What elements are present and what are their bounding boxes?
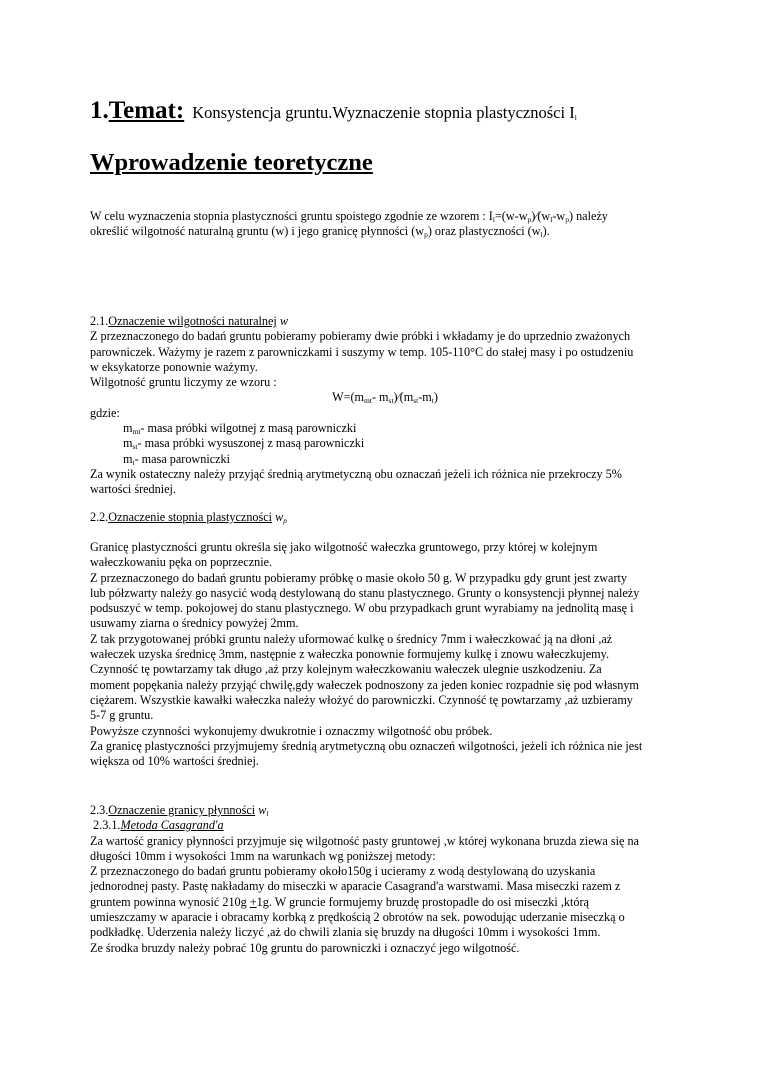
- title-number: 1.: [90, 97, 109, 124]
- text-line: Powyższe czynności wykonujemy dwukrotnie i oznaczmy wilgotność obu próbek.: [90, 723, 493, 738]
- section-2-2-title: 2.2.Oznaczenie stopnia plastyczności $w_p$: [90, 510, 288, 525]
- text-line: umieszczamy w aparacie i obracamy korbką z prędkością 2 obrotów na sek. powodując uderzanie miseczką o: [90, 910, 625, 925]
- definition-item: $m_t-$ masa parowniczki: [123, 451, 231, 467]
- where-label: gdzie:: [90, 405, 120, 420]
- section-2-1-title: 2.1.Oznaczenie wilgotności naturalnej w: [90, 314, 288, 328]
- section-2-3: [90, 803, 680, 956]
- text-line: Z tak przygotowanej próbki gruntu należy uformować kulkę o średnicy 7mm i wałeczkować ją na dłoni ,aż: [90, 631, 613, 646]
- text-line: Granicę plastyczności gruntu określa się jako wilgotność wałeczka gruntowego, przy której w kolejnym: [90, 540, 598, 554]
- definition-item: $m_{st}-$ masa próbki wysuszonej z masą parowniczki: [123, 436, 365, 452]
- text-line: podsuszyć w temp. pokojowej do stanu plastycznego. W obu przypadkach grunt wyrabiamy na jednolitą masę i: [90, 601, 634, 616]
- text-line: Z przeznaczonego do badań gruntu pobieramy pobieramy dwie próbki i wkładamy je do uprzednio zważonych: [90, 329, 631, 344]
- title-label: Temat:: [108, 97, 185, 124]
- text-line: ciężarem. Wszystkie kawałki wałeczka należy włożyć do parowniczki. Czynność tę powtarzamy ,aż uzbieramy: [90, 692, 633, 707]
- text-line: Z przeznaczonego do badań gruntu pobieramy próbkę o masie około 50 g. W przypadku gdy grunt jest zwarty: [90, 570, 627, 585]
- text-line: Za wynik ostateczny należy przyjąć średnią arytmetyczną obu oznaczań jeżeli ich różnica nie przekroczy 5%: [90, 466, 622, 481]
- text-line: długości 10mm i wysokości 1mm na warunkach wg poniższej metody:: [90, 848, 436, 863]
- intro-line-2: określić wilgotność naturalną gruntu (w) i jego granicę płynności $(w_p)$ oraz plastyczności $(w_l)$.: [90, 224, 550, 240]
- text-line: podkładkę. Uderzenia należy liczyć ,aż do chwili zlania się bruzdy na długości 10mm i wysokości 1mm.: [90, 925, 601, 940]
- text-line: większa od 10% wartości średniej.: [90, 754, 259, 769]
- text-line: gruntem powinna wynosić 210g +1g. W gruncie formujemy bruzdę prostopadle do osi miseczki ,którą: [90, 894, 589, 909]
- definition-item: $m_{mt}-$ masa próbki wilgotnej z masą parowniczki: [123, 421, 357, 437]
- page-title: [90, 92, 577, 128]
- text-line: Z przeznaczonego do badań gruntu pobieramy około150g i ucieramy z wodą destylowaną do uzyskania: [90, 864, 596, 879]
- text-line: lub półzwarty należy go nasycić wodą destylowaną do stanu plastycznego. Grunty o konsystencji płynnej należy: [90, 585, 640, 600]
- text-line: parowniczek. Ważymy je razem z parowniczkami i suszymy w temp. 105-110°C do stałej masy i po ostudzeniu: [90, 344, 634, 359]
- section-heading: Wprowadzenie teoretyczne: [90, 149, 373, 176]
- section-2-1: [90, 314, 680, 498]
- text-line: jednorodnej pasty. Pastę nakładamy do miseczki w aparacie Casagrand'a warstwami. Masa miseczki razem z: [90, 879, 621, 894]
- text-line: wartości średniej.: [90, 482, 176, 497]
- text-line: usuwamy ziarna o średnicy powyżej 2mm.: [90, 616, 299, 631]
- text-line: Za wartość granicy płynności przyjmuje się wilgotność pasty gruntowej ,w której wykonana bruzda ziewa się na: [90, 833, 639, 848]
- text-line: moment popękania należy przyjąć chwilę,gdy wałeczek podnoszony za jeden koniec rozpadnie się pod własnym: [90, 677, 639, 692]
- text-line: Wilgotność gruntu liczymy ze wzoru :: [90, 375, 277, 390]
- text-line: w eksykatorze ponownie ważymy.: [90, 359, 258, 374]
- section-2-3-title: 2.3.Oznaczenie granicy płynności $w_l$: [90, 803, 269, 818]
- section-2-2-body: [90, 540, 680, 769]
- title-subtitle: Konsystencja gruntu.Wyznaczenie stopnia plastyczności $I_l$: [192, 103, 577, 122]
- subsection-2-3-1-title: 2.3.1.Metoda Casagrand'a: [93, 818, 224, 833]
- text-line: Za granicę plastyczności przyjmujemy średnią arytmetyczną obu oznaczeń wilgotności, jeżeli ich różnica nie jest: [90, 738, 643, 753]
- moisture-formula: $W=(m_{mt}-$ $m_{st})⁄(m_{st}-m_t)$: [332, 390, 438, 406]
- intro-paragraph: [90, 209, 680, 240]
- text-line: wałeczek uzyska średnicę 3mm, następnie z wałeczka ponownie formujemy kulkę i znowu wałeczkujemy.: [90, 647, 610, 662]
- text-line: wałeczkowaniu pęka on poprzecznie.: [90, 555, 273, 570]
- intro-line-1: W celu wyznaczenia stopnia plastyczności gruntu spoistego zgodnie ze wzorem : $I_l=(w-w_p)⁄(w_l-w_p)$ należy: [90, 209, 608, 224]
- text-line: 5-7 g gruntu.: [90, 708, 154, 723]
- text-line: Czynność tę powtarzamy tak długo ,aż przy kolejnym wałeczkowaniu wałeczek ulegnie uszkodzeniu. Za: [90, 662, 602, 677]
- text-line: Ze środka bruzdy należy pobrać 10g gruntu do parowniczki i oznaczyć jego wilgotność.: [90, 940, 520, 955]
